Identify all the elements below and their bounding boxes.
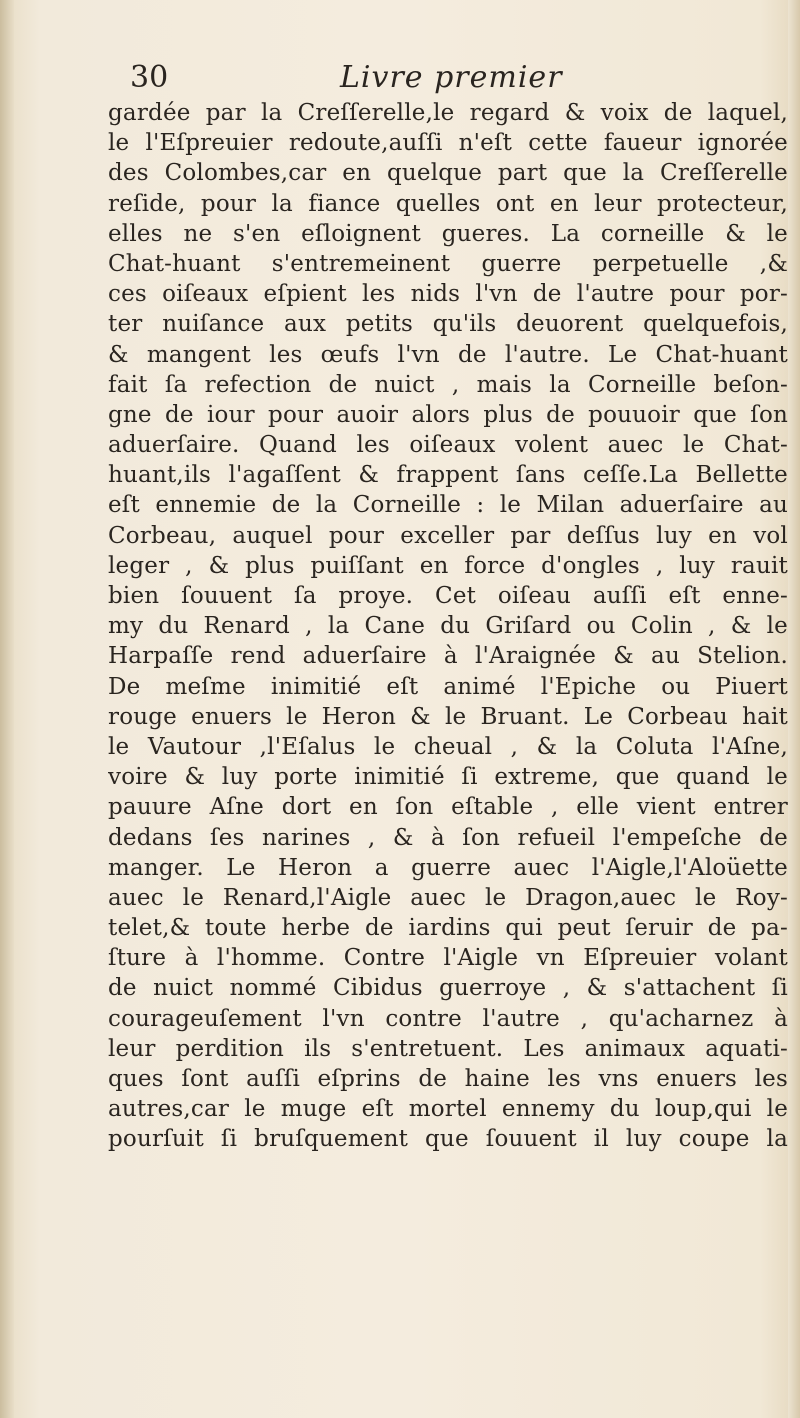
text-line: ter nuiſance aux petits qu'ils deuorent quelquefois,	[108, 311, 788, 338]
page-header	[130, 58, 690, 98]
page-left-edge	[0, 0, 14, 1418]
text-line: leger , & plus puiſſant en force d'ongles , luy rauit	[108, 552, 788, 579]
text-line: aduerſaire. Quand les oiſeaux volent auec le Chat-	[108, 432, 788, 459]
text-line: ques ſont auſſi eſprins de haine les vns enuers les	[108, 1066, 788, 1092]
text-line: courageuſement l'vn contre l'autre , qu'acharnez à	[108, 1005, 788, 1032]
page-right-edge	[788, 0, 800, 1418]
text-line: voire & luy porte inimitié ſi extreme, que quand le	[108, 764, 788, 791]
text-line: le l'Eſpreuier redoute,auſſi n'eſt cette faueur ignorée	[108, 130, 788, 157]
text-line: Harpaſſe rend aduerſaire à l'Araignée & au Stelion.	[108, 643, 788, 670]
page-number: 30	[130, 60, 169, 95]
text-line: telet,& toute herbe de iardins qui peut ſeruir de pa-	[108, 915, 788, 942]
text-line: dedans ſes narines , & à ſon refueil l'empeſche de	[108, 824, 788, 851]
text-line: ſture à l'homme. Contre l'Aigle vn Eſpreuier volant	[108, 945, 788, 972]
text-line: leur perdition ils s'entretuent. Les animaux aquati-	[108, 1035, 788, 1062]
text-line: des Colombes,car en quelque part que la Creſſerelle	[108, 160, 788, 187]
text-line: reſide, pour la fiance quelles ont en leur protecteur,	[108, 190, 788, 217]
text-line: & mangent les œufs l'vn de l'autre. Le Chat-huant	[108, 341, 788, 368]
text-line: my du Renard , la Cane du Griſard ou Colin , & le	[108, 613, 788, 640]
text-line: pauure Aſne dort en ſon eſtable , elle vient entrer	[108, 794, 788, 821]
text-line: Corbeau, auquel pour exceller par deſſus luy en vol	[108, 522, 788, 549]
text-line: autres,car le muge eſt mortel ennemy du loup,qui le	[108, 1096, 788, 1123]
text-line: eſt ennemie de la Corneille : le Milan aduerſaire au	[108, 492, 788, 519]
text-line: Chat-huant s'entremeinent guerre perpetuelle ,&	[108, 250, 788, 277]
text-line: auec le Renard,l'Aigle auec le Dragon,auec le Roy-	[108, 884, 788, 911]
text-line: gne de iour pour auoir alors plus de pouuoir que ſon	[108, 401, 788, 428]
text-line: manger. Le Heron a guerre auec l'Aigle,l'Aloüette	[108, 854, 788, 881]
body-text	[108, 98, 788, 1155]
text-line: le Vautour ,l'Eſalus le cheual , & la Coluta l'Aſne,	[108, 733, 788, 760]
text-line: fait ſa refection de nuict , mais la Corneille beſon-	[108, 371, 788, 398]
text-line: gardée par la Creſſerelle,le regard & voix de laquel,	[108, 100, 788, 126]
text-line: rouge enuers le Heron & le Bruant. Le Corbeau hait	[108, 703, 788, 730]
text-line: de nuict nommé Cibidus guerroye , & s'attachent ſi	[108, 975, 788, 1002]
text-line: De meſme inimitié eſt animé l'Epiche ou Piuert	[108, 673, 788, 700]
text-line: ces oiſeaux eſpient les nids l'vn de l'autre pour por-	[108, 281, 788, 308]
text-line: bien ſouuent ſa proye. Cet oiſeau auſſi eſt enne-	[108, 583, 788, 609]
running-head: Livre premier	[340, 60, 563, 95]
text-line: elles ne s'en eſloignent gueres. La corneille & le	[108, 220, 788, 247]
text-line: huant,ils l'agaſſent & frappent ſans ceſſe.La Bellette	[108, 462, 788, 489]
text-line: pourſuit ſi bruſquement que ſouuent il luy coupe la	[108, 1126, 788, 1153]
